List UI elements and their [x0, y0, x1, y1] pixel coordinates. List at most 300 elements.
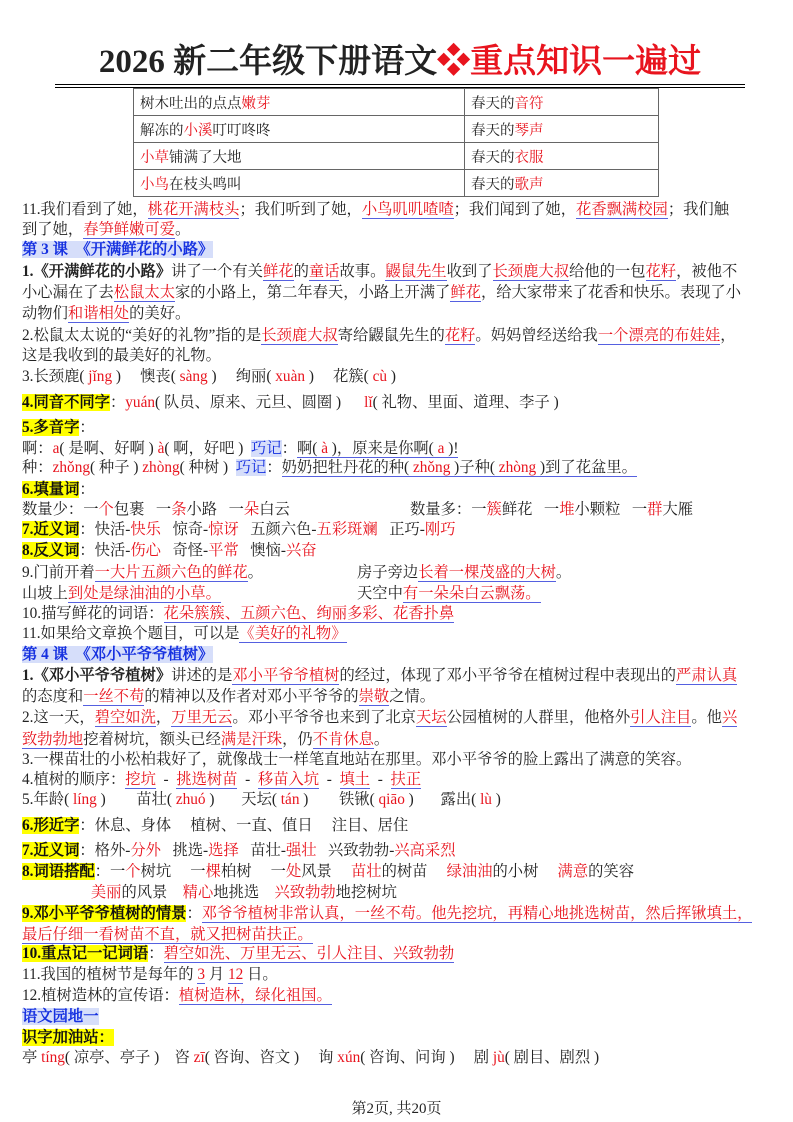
answer-text: qiāo: [378, 791, 405, 808]
underlined-answer: 严肃认真: [676, 667, 738, 684]
underlined-answer: 碧空如洗、万里无云、引人注目、兴致勃勃: [163, 945, 455, 962]
underlined-answer: 鲜花: [262, 263, 294, 280]
underlined-text: )到了花盆里。: [536, 459, 637, 476]
section-label: 6.形近字: [22, 817, 80, 834]
text: ：快活-: [79, 521, 131, 538]
answer-text: 五彩斑斓: [316, 521, 378, 538]
text: 寄给鼹鼠先生的: [337, 327, 445, 344]
answer-text: 绿油油: [446, 863, 493, 880]
text: ) 绚丽(: [207, 368, 276, 385]
text: 3.长颈鹿(: [22, 368, 89, 385]
text-line: [22, 841, 456, 861]
text: ：一: [94, 863, 126, 880]
text: 白云: [259, 501, 290, 518]
answer-text: lù: [480, 791, 492, 808]
underlined-answer: à: [321, 440, 328, 457]
underlined-answer: 鲜花: [450, 284, 481, 301]
text: ：: [79, 481, 95, 498]
answer-text: 精心: [182, 884, 214, 901]
section-label: 7.近义词: [22, 521, 80, 538]
text: 春天的: [471, 122, 515, 139]
text-line: [22, 367, 396, 387]
text: 2.松鼠太太说的“美好的礼物”指的是: [22, 327, 262, 344]
table-cell: [465, 143, 659, 170]
section-label: 9.邓小平爷爷植树的情景: [22, 905, 187, 922]
underlined-answer: 和谐相处: [67, 305, 130, 322]
spring-table: [133, 88, 659, 197]
text: 。: [373, 731, 390, 748]
text-line: [22, 750, 691, 770]
underlined-answer: 填土: [339, 771, 371, 788]
underlined-answer: 到处是绿油油的小草。: [67, 585, 221, 602]
text: 。: [247, 564, 263, 581]
text-line: [22, 1007, 99, 1027]
text-line: [22, 458, 637, 478]
text-line: [22, 304, 190, 324]
text: ) 天坛(: [205, 791, 281, 808]
text-line: [22, 584, 221, 604]
text: 挑选-: [160, 842, 209, 859]
text: ): [491, 791, 501, 808]
text: 2.这一天，: [22, 709, 95, 726]
underlined-answer: 一丝不苟: [83, 688, 145, 705]
text: 收到了: [446, 263, 493, 280]
text: 春天的: [471, 149, 515, 166]
bold-text: 1.《邓小平爷爷植树》: [22, 667, 172, 684]
text: 房子旁边: [357, 564, 419, 581]
answer-text: 兴奋: [285, 542, 317, 559]
text-line-right: [357, 563, 571, 583]
text-line: [22, 520, 456, 540]
text-line: [22, 986, 332, 1006]
text-line: [22, 200, 729, 220]
mnemonic-label: 巧记: [251, 440, 282, 457]
underlined-answer: 兴: [721, 709, 738, 726]
text: 的小树: [492, 863, 558, 880]
underlined-answer: 长颈鹿大叔: [492, 263, 569, 280]
text: ( 啊，好吧 ): [164, 440, 252, 457]
text-line: [22, 666, 737, 686]
text: -: [319, 771, 340, 788]
text: ：快活-: [79, 542, 131, 559]
text-line: [22, 1028, 114, 1048]
answer-text: 嫩芽: [241, 95, 271, 112]
underlined-text: 啊(: [296, 440, 322, 457]
answer-text: 处: [285, 863, 302, 880]
section-label: 5.多音字: [22, 419, 80, 436]
text-line: [22, 439, 458, 459]
underlined-answer: 桃花开满枝头: [147, 201, 240, 218]
answer-text: 朵: [243, 501, 260, 518]
text: ：: [186, 905, 202, 922]
text: 给他的一包: [569, 263, 646, 280]
text: 数量少：一: [22, 501, 99, 518]
page-footer: 第2页, 共20页: [351, 1101, 442, 1117]
text-line: [22, 240, 213, 260]
text: 公园植树的人群里，他格外: [446, 709, 631, 726]
text-line: [22, 541, 317, 561]
answer-text: 簇: [486, 501, 502, 518]
answer-text: líng: [73, 791, 97, 808]
text-line: [22, 604, 454, 624]
answer-text: zī: [193, 1049, 205, 1066]
underlined-answer: 一大片五颜六色的鲜花: [94, 564, 248, 581]
text: 。他: [691, 709, 722, 726]
text-line: [22, 904, 752, 924]
text: 在枝头鸣叫: [169, 176, 242, 193]
text: 10.描写鲜花的词语：: [22, 605, 164, 622]
text: 的笑容: [588, 863, 635, 880]
lesson-heading: 第 3 课 《开满鲜花的小路》: [22, 241, 214, 258]
underlined-answer: 移苗入坑: [257, 771, 320, 788]
answer-text: 小草: [140, 149, 169, 166]
text: ；我们听到了她，: [239, 201, 362, 218]
text: 的树苗: [381, 863, 447, 880]
text: 亭: [22, 1049, 42, 1066]
title-black: 2026 新二年级下册语文: [98, 44, 438, 80]
text-line: [22, 393, 559, 413]
table-row: [134, 143, 659, 170]
underlined-text: )!: [444, 440, 459, 457]
underlined-answer: a: [437, 440, 445, 457]
text: ) 露出(: [404, 791, 481, 808]
text: ；我们触: [667, 201, 730, 218]
lesson-heading: 第 4 课 《邓小平爷爷植树》: [22, 646, 214, 663]
underlined-text: )，原来是你啊(: [327, 440, 438, 457]
text: ): [387, 368, 396, 385]
text-line: [22, 346, 221, 366]
text: ( 咨询、问询 ) 剧: [360, 1049, 493, 1066]
text: 家的小路上，第二年春天，小路上开满了: [175, 284, 451, 301]
text: 的态度和: [22, 688, 84, 705]
text: 11.我们看到了她，: [22, 201, 148, 218]
text: 。: [555, 564, 572, 581]
underlined-answer: 一个漂亮的布娃娃: [597, 327, 721, 344]
underlined-answer: 崇敬: [358, 688, 390, 705]
table-row: [134, 89, 659, 116]
text: ：: [79, 419, 95, 436]
underlined-answer: 花朵簇簇、五颜六色、绚丽多彩、花香扑鼻: [163, 605, 455, 622]
text: 。: [175, 221, 191, 238]
bold-text: 1.《开满鲜花的小路》: [22, 263, 172, 280]
underlined-answer: 满是汗珠: [220, 731, 283, 748]
text: -: [370, 771, 391, 788]
text: ( 种树 ): [179, 459, 236, 476]
answer-text: 条: [171, 501, 187, 518]
text: 9.门前开着: [22, 564, 95, 581]
text: 兴致勃勃-: [316, 842, 395, 859]
text: 。邓小平爷爷也来到了北京: [232, 709, 416, 726]
text: ( 剧目、剧烈 ): [504, 1049, 600, 1066]
answer-text: sàng: [179, 368, 208, 385]
text: 小心漏在了去: [22, 284, 114, 301]
answer-text: 堆: [559, 501, 575, 518]
text-line-right: [410, 500, 693, 520]
answer-text: a: [52, 440, 60, 457]
text: ( 是啊、好啊 ): [59, 440, 158, 457]
text: 小路 一: [186, 501, 244, 518]
section-label: 8.反义词: [22, 542, 80, 559]
underlined-answer: 花籽: [444, 327, 476, 344]
table-cell: [134, 170, 465, 197]
underlined-answer: 长颈鹿大叔: [261, 327, 338, 344]
text: 的风景: [121, 884, 183, 901]
text: 的精神以及作者对邓小平爷爷的: [144, 688, 359, 705]
text: 的: [293, 263, 309, 280]
answer-text: cù: [372, 368, 388, 385]
answer-text: 惊讶: [208, 521, 239, 538]
answer-text: 音符: [514, 95, 544, 112]
answer-text: 小鸟: [140, 176, 169, 193]
text: ：: [148, 945, 164, 962]
text-line: [22, 283, 741, 303]
text-line: [22, 883, 397, 903]
text: 铺满了大地: [169, 149, 242, 166]
answer-text: 小溪: [183, 122, 213, 139]
text-line: [22, 563, 263, 583]
underlined-answer: 12: [227, 966, 244, 983]
underlined-answer: 引人注目: [630, 709, 692, 726]
text: ( 队员、原来、元旦、圆圈 ): [155, 394, 365, 411]
underlined-answer: 不肯休息: [312, 731, 374, 748]
underlined-answer: 邓小平爷爷植树: [232, 667, 340, 684]
answer-text: 兴致勃勃: [274, 884, 336, 901]
text: 讲了一个有关: [171, 263, 263, 280]
text-line: [22, 418, 95, 438]
title-red: 重点知识一遍过: [470, 44, 702, 80]
answer-text: 苗壮: [350, 863, 382, 880]
text: 叮叮咚咚: [212, 122, 271, 139]
text: 故事。: [339, 263, 386, 280]
text: 奇怪-: [160, 542, 209, 559]
text: 月: [205, 966, 228, 983]
answer-text: tán: [280, 791, 300, 808]
text: 11.我国的植树节是每年的: [22, 966, 198, 983]
text: 啊：: [22, 440, 53, 457]
underlined-answer: 天坛: [415, 709, 447, 726]
answer-text: 个: [125, 863, 141, 880]
text: ( 种子 ): [90, 459, 143, 476]
underlined-answer: zhǒng: [412, 459, 451, 476]
text-line: [22, 687, 435, 707]
answer-text: 美丽: [90, 884, 122, 901]
text-line: [22, 944, 454, 964]
text: 的美好。: [129, 305, 191, 322]
text: 日。: [243, 966, 278, 983]
text: 5.年龄(: [22, 791, 73, 808]
lesson-heading: 语文园地一: [22, 1008, 99, 1025]
answer-text: zhǒng: [52, 459, 90, 476]
text: 3.一棵苗壮的小松柏栽好了，就像战士一样笔直地站在那里。邓小平爷爷的脸上露出了满意的笑容。: [22, 751, 692, 768]
table-cell: [465, 170, 659, 197]
text: 包裹 一: [113, 501, 172, 518]
answer-text: 衣服: [514, 149, 544, 166]
text: 到了她，: [22, 221, 84, 238]
text: 正巧-: [377, 521, 425, 538]
text: -: [155, 771, 177, 788]
answer-text: 强壮: [285, 842, 317, 859]
text: ，: [155, 709, 172, 726]
answer-text: 伤心: [130, 542, 161, 559]
answer-text: jù: [492, 1049, 505, 1066]
underlined-answer: 挑选树苗: [176, 771, 238, 788]
text: 种：: [22, 459, 53, 476]
text: 地挑选: [213, 884, 275, 901]
underlined-answer: 花籽: [645, 263, 677, 280]
answer-text: 平常: [208, 542, 239, 559]
text: ) 花簇(: [305, 368, 373, 385]
text: 树木吐出的点点: [140, 95, 242, 112]
text: 11.如果给文章换个题目，可以是: [22, 625, 240, 642]
mnemonic-label: 巧记: [235, 459, 267, 476]
text: ( 礼物、里面、道理、李子 ): [372, 394, 559, 411]
answer-text: 快乐: [130, 521, 161, 538]
table-cell: [134, 116, 465, 143]
underlined-answer: zhòng: [498, 459, 537, 476]
underlined-text: )子种(: [450, 459, 499, 476]
text: 之情。: [389, 688, 436, 705]
text: 惊奇-: [160, 521, 209, 538]
answer-text: xún: [337, 1049, 361, 1066]
underlined-answer: 鼹鼠先生: [385, 263, 447, 280]
answer-text: lǐ: [364, 394, 373, 411]
text-line: [22, 262, 737, 282]
text: 小颗粒 一: [574, 501, 648, 518]
underlined-answer: 有一朵朵白云飘荡。: [402, 585, 541, 602]
table-row: [134, 170, 659, 197]
answer-text: 分外: [130, 842, 161, 859]
underlined-answer: 《美好的礼物》: [239, 625, 347, 642]
underlined-answer: 万里无云: [171, 709, 233, 726]
section-label: 识字加油站：: [22, 1029, 114, 1046]
answer-text: zhòng: [142, 459, 180, 476]
text-line: [22, 326, 736, 346]
text-line: [22, 925, 313, 945]
text: 的经过，体现了邓小平爷爷在植树过程中表现出的: [339, 667, 676, 684]
text: 五颜六色-: [238, 521, 317, 538]
text-line: [22, 1048, 599, 1068]
underlined-answer: 花香飘满校园: [576, 201, 668, 218]
underlined-answer: 致勃勃地: [22, 731, 84, 748]
text: ：休息、身体 植树、一直、值日 注目、居住: [79, 817, 409, 834]
text: 春天的: [471, 95, 515, 112]
underlined-answer: 最后仔细一看树苗不直，就又把树苗扶正。: [22, 926, 313, 943]
text: 懊恼-: [238, 542, 286, 559]
section-label: 7.近义词: [22, 842, 80, 859]
underlined-answer: 松鼠太太: [113, 284, 175, 301]
text-line: [22, 645, 213, 665]
table-cell: [134, 143, 465, 170]
answer-text: 歌声: [514, 176, 544, 193]
text: ) 铁锹(: [299, 791, 379, 808]
table-cell: [465, 89, 659, 116]
text: ，仍: [282, 731, 313, 748]
underlined-answer: 小鸟叽叽喳喳: [361, 201, 454, 218]
answer-text: jǐng: [88, 368, 113, 385]
answer-text: 兴高采烈: [394, 842, 456, 859]
text: 解冻的: [140, 122, 184, 139]
text: 这是我收到的最美好的礼物。: [22, 347, 221, 364]
section-label: 8.词语搭配: [22, 863, 95, 880]
answer-text: 群: [647, 501, 663, 518]
answer-text: 满意: [557, 863, 589, 880]
text: 4.植树的顺序：: [22, 771, 126, 788]
text-line: [22, 624, 347, 644]
text: ：: [281, 440, 297, 457]
text: ：: [266, 459, 282, 476]
answer-text: à: [157, 440, 165, 457]
answer-text: 棵: [205, 863, 221, 880]
diamond-icon: ❖: [437, 44, 471, 80]
text: 苗壮-: [238, 842, 286, 859]
text: 12.植树造林的宣传语：: [22, 987, 179, 1004]
text-line-right: [357, 584, 541, 604]
text-line: [22, 965, 278, 985]
table-cell: [134, 89, 465, 116]
underlined-answer: 童话: [308, 263, 340, 280]
text: 柏树 一: [220, 863, 286, 880]
text: ) 懊丧(: [112, 368, 180, 385]
text: 鲜花 一: [501, 501, 560, 518]
text-line: [22, 220, 190, 240]
text: 。妈妈曾经送给我: [475, 327, 598, 344]
text-line: [22, 708, 737, 728]
underlined-answer: 3: [197, 966, 206, 983]
underlined-answer: 碧空如洗: [94, 709, 156, 726]
underlined-answer: 春笋鲜嫩可爱: [83, 221, 175, 238]
text: ，: [720, 327, 736, 344]
text: 风景: [301, 863, 351, 880]
answer-text: 选择: [208, 842, 239, 859]
text: ，给大家带来了花香和快乐。表现了小: [480, 284, 742, 301]
text: ) 苗壮(: [96, 791, 176, 808]
answer-text: 个: [98, 501, 114, 518]
answer-text: tíng: [41, 1049, 65, 1066]
answer-text: yuán: [125, 394, 156, 411]
text-line: [22, 862, 634, 882]
text-line: [22, 480, 95, 500]
text-line: [22, 500, 290, 520]
text: ( 凉亭、亭子 ) 咨: [64, 1049, 194, 1066]
answer-text: zhuó: [175, 791, 206, 808]
text-line: [22, 790, 501, 810]
section-label: 6.填量词: [22, 481, 80, 498]
page-title: [55, 40, 745, 88]
text: 地挖树坑: [335, 884, 397, 901]
text: ：: [109, 394, 126, 411]
underlined-text: 奶奶把牡丹花的种(: [281, 459, 413, 476]
answer-text: 琴声: [514, 122, 544, 139]
text-line: [22, 770, 421, 790]
text: 大雁: [662, 501, 694, 518]
underlined-answer: 扶正: [390, 771, 422, 788]
answer-text: xuàn: [275, 368, 306, 385]
underlined-answer: 植树造林，绿化祖国。: [178, 987, 332, 1004]
answer-text: 刚巧: [424, 521, 456, 538]
text: 动物们: [22, 305, 68, 322]
text: 天空中: [357, 585, 403, 602]
section-label: 4.同音不同字: [22, 394, 110, 411]
text: ，被他不: [676, 263, 738, 280]
text: 讲述的是: [171, 667, 233, 684]
text: 春天的: [471, 176, 515, 193]
text: ：格外-: [79, 842, 131, 859]
text: ；我们闻到了她，: [453, 201, 577, 218]
text: 山坡上: [22, 585, 68, 602]
underlined-answer: 邓爷爷植树非常认真，一丝不苟。他先挖坑，再精心地挑选树苗，然后挥锹填土，: [201, 905, 753, 922]
text: 挖着树坑，额头已经: [83, 731, 221, 748]
text-line: [22, 816, 408, 836]
